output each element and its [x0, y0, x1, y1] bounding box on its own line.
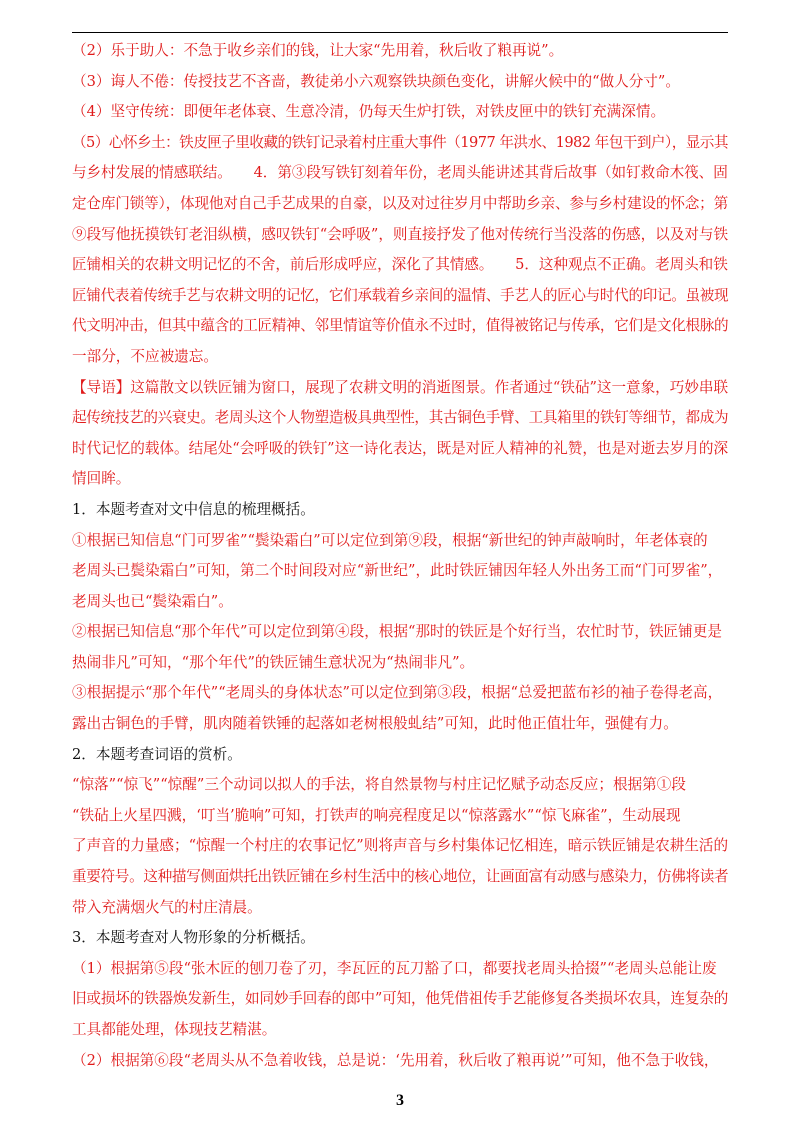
text-line: 匠铺代表着传统手艺与农耕文明的记忆，它们承载着乡亲间的温情、手艺人的匠心与时代的印记。虽被现	[72, 286, 729, 304]
text-line: （2）根据第⑥段“老周头从不急着收钱，总是说：‘先用着，秋后收了粮再说’”可知，他不急于收钱，	[72, 1051, 719, 1069]
text-line: ②根据已知信息“那个年代”可以定位到第④段，根据“那时的铁匠是个好行当，农忙时节，铁匠铺更是	[72, 623, 722, 641]
text-line: 2．本题考查词语的赏析。	[72, 745, 242, 763]
text-line: 3．本题考查对人物形象的分析概括。	[72, 929, 315, 947]
text-line: “惊落”“惊飞”“惊醒”三个动词以拟人的手法，将自然景物与村庄记忆赋予动态反应；根据第①段	[72, 776, 686, 794]
text-line: 与乡村发展的情感联结。 4．第③段写铁钉刻着年份，老周头能讲述其背后故事（如钉救命木筏、固	[72, 164, 728, 182]
text-line: “铁砧上火星四溅，‘叮当’脆响”可知，打铁声的响亮程度足以“惊落露水”“惊飞麻雀”，生动展现	[72, 806, 681, 824]
text-line: 匠铺相关的农耕文明记忆的不舍，前后形成呼应，深化了其情感。 5．这种观点不正确。老周头和铁	[72, 256, 728, 274]
page-number: 3	[396, 1092, 404, 1109]
text-line: 重要符号。这种描写侧面烘托出铁匠铺在乡村生活中的核心地位，让画面富有动感与感染力，仿佛将读者	[72, 868, 729, 886]
document-body	[72, 36, 728, 1076]
text-line: 了声音的力量感；“惊醒一个村庄的农事记忆”则将声音与乡村集体记忆相连，暗示铁匠铺是农耕生活的	[72, 837, 729, 855]
text-line: （1）根据第⑤段“张木匠的刨刀卷了刃，李瓦匠的瓦刀豁了口，都要找老周头拾掇”“老周头总能让废	[72, 959, 717, 977]
text-line: 热闹非凡”可知，“那个年代”的铁匠铺生意状况为“热闹非凡”。	[72, 653, 475, 671]
text-line: ①根据已知信息“门可罗雀”“鬓染霜白”可以定位到第⑨段，根据“新世纪的钟声敲响时，年老体衰的	[72, 531, 708, 549]
text-line: ⑨段写他抚摸铁钉老泪纵横，感叹铁钉“会呼吸”，则直接抒发了他对传统行当没落的伤感，以及对与铁	[72, 225, 729, 243]
text-line: （3）诲人不倦：传授技艺不吝啬，教徒弟小六观察铁块颜色变化，讲解火候中的“做人分寸”。	[72, 72, 680, 90]
text-line: 带入充满烟火气的村庄清晨。	[72, 898, 262, 916]
text-line: 起传统技艺的兴衰史。老周头这个人物塑造极具典型性，其古铜色手臂、工具箱里的铁钉等细节，都成为	[72, 409, 729, 427]
text-line: 露出古铜色的手臂，肌肉随着铁锤的起落如老树根般虬结”可知，此时他正值壮年，强健有力。	[72, 715, 678, 733]
text-line: 旧或损坏的铁器焕发新生，如同妙手回春的郎中”可知，他凭借祖传手艺能修复各类损坏农具，连复杂的	[72, 990, 729, 1008]
text-line: 工具都能处理，体现技艺精湛。	[72, 1021, 277, 1038]
text-line: 1．本题考查对文中信息的梳理概括。	[72, 500, 315, 518]
text-line: 老周头已鬓染霜白”可知，第二个时间段对应“新世纪”，此时铁匠铺因年轻人外出务工而“门可罗雀”，	[72, 562, 723, 580]
text-line: 老周头也已“鬓染霜白”。	[72, 592, 233, 610]
text-line: 代文明冲击，但其中蕴含的工匠精神、邻里情谊等价值永不过时，值得被铭记与传承，它们是文化根脉的	[72, 317, 729, 335]
text-line: ③根据提示“那个年代”“老周头的身体状态”可以定位到第③段，根据“总爱把蓝布衫的袖子卷得老高，	[72, 684, 723, 702]
text-line: 定仓库门锁等），体现他对自己手艺成果的自豪，以及对过往岁月中帮助乡亲、参与乡村建设的怀念；第	[72, 194, 729, 212]
text-line: 【导语】这篇散文以铁匠铺为窗口，展现了农耕文明的消逝图景。作者通过“铁砧”这一意象，巧妙串联	[72, 378, 729, 396]
text-line: 时代记忆的载体。结尾处“会呼吸的铁钉”这一诗化表达，既是对匠人精神的礼赞，也是对逝去岁月的深	[72, 439, 729, 457]
text-line: 一部分，不应被遗忘。	[72, 347, 218, 365]
text-line: （2）乐于助人：不急于收乡亲们的钱，让大家“先用着，秋后收了粮再说”。	[72, 42, 564, 59]
header-rule	[72, 32, 728, 33]
text-line: （5）心怀乡土：铁皮匣子里收藏的铁钉记录着村庄重大事件（1977 年洪水、1982 年包干到户），显示其	[72, 133, 728, 151]
text-line: （4）坚守传统：即便年老体衰、生意冷清，仍每天生炉打铁，对铁皮匣中的铁钉充满深情。	[72, 103, 666, 121]
text-line: 情回眸。	[72, 470, 131, 488]
